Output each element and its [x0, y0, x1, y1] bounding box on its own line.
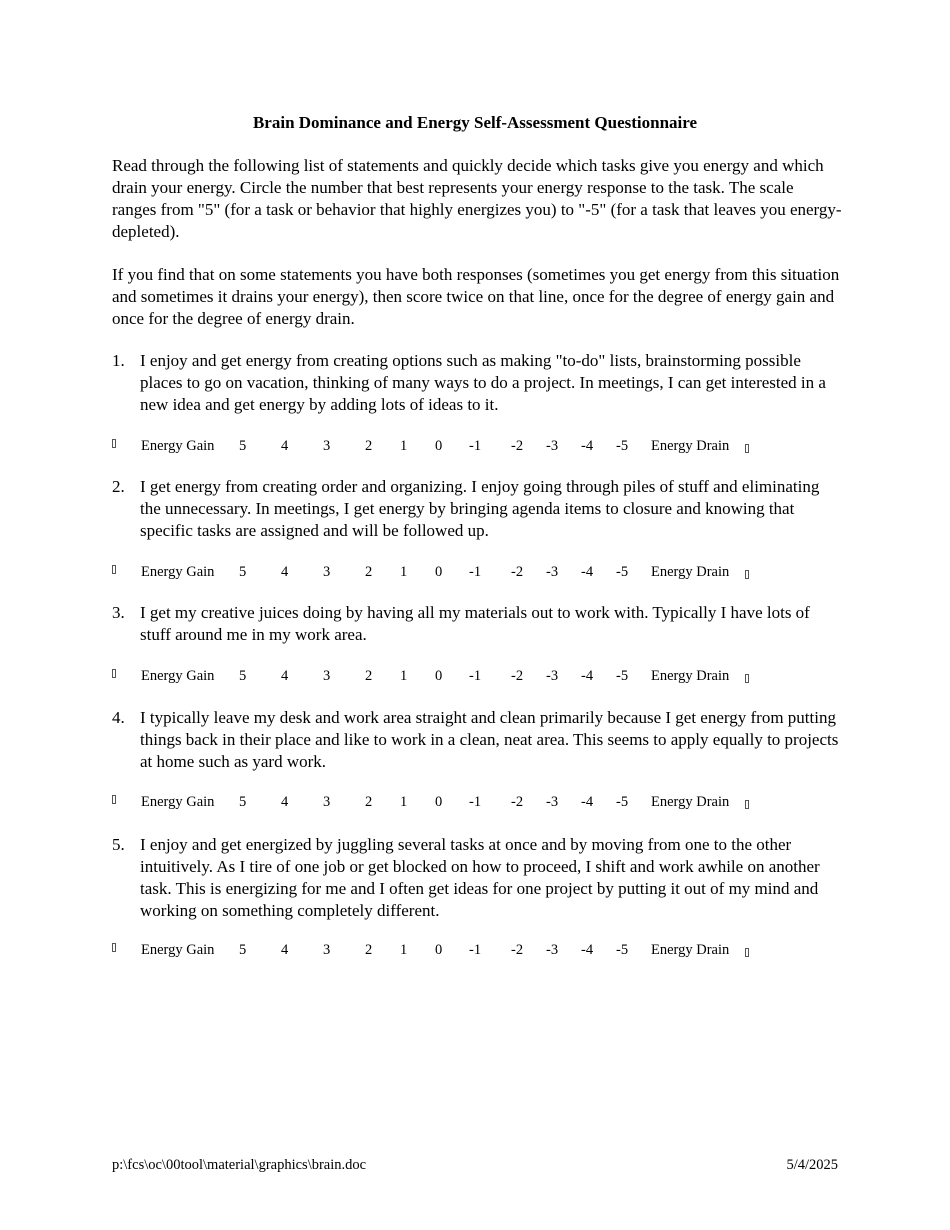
scale-value[interactable]: -5	[616, 668, 629, 684]
footer-date: 5/4/2025	[786, 1157, 838, 1173]
energy-gain-label: Energy Gain	[141, 668, 215, 684]
scale-value[interactable]: 1	[400, 794, 408, 810]
scale-value[interactable]: -5	[616, 942, 629, 958]
scale-value[interactable]: -5	[616, 438, 629, 454]
scale-value[interactable]: -2	[511, 794, 524, 810]
scale-value[interactable]: 5	[239, 564, 247, 580]
question-number: 5.	[112, 835, 125, 854]
question-text: I get energy from creating order and organizing. I enjoy going through piles of stuff and eliminating the unnecessary. In meetings, I get energy by bringing agenda items to closure and knowing that specific tasks are assigned and will be followed up.	[140, 477, 820, 540]
scale-value[interactable]: -1	[469, 564, 482, 580]
instructions-paragraph: If you find that on some statements you have both responses (sometimes you get energy from this situation and sometimes it drains your energy), then score twice on that line, once for the degree of energy gain and once for the degree of energy drain.	[112, 265, 840, 328]
energy-gain-label: Energy Gain	[141, 942, 215, 958]
energy-drain-label: Energy Drain	[651, 794, 730, 810]
scale-value[interactable]: 5	[239, 794, 247, 810]
scale-value[interactable]: -5	[616, 564, 629, 580]
scale-value[interactable]: 4	[281, 668, 289, 684]
intro-paragraph: Read through the following list of statements and quickly decide which tasks give you energy and which drain your energy. Circle the number that best represents your energy response to the task. The scale ranges from "5" (for a task or behavior that highly energizes you) to "-5" (for a task that leaves you energy-depleted).	[112, 156, 842, 241]
question-number: 3.	[112, 603, 125, 622]
scale-value[interactable]: -3	[546, 794, 559, 810]
scale-value[interactable]: -4	[581, 942, 594, 958]
scale-value[interactable]: -2	[511, 942, 524, 958]
page-title: Brain Dominance and Energy Self-Assessment Questionnaire	[252, 113, 698, 132]
question-number: 2.	[112, 477, 125, 496]
scale-value[interactable]: -3	[546, 942, 559, 958]
scale-value[interactable]: 1	[400, 438, 408, 454]
energy-scale-4	[112, 794, 812, 814]
footer-file-path: p:\fcs\oc\00tool\material\graphics\brain.doc	[112, 1157, 367, 1173]
right-box-icon	[745, 441, 749, 458]
left-box-icon	[112, 940, 116, 957]
scale-value[interactable]: 2	[365, 794, 373, 810]
energy-drain-label: Energy Drain	[651, 438, 730, 454]
energy-gain-label: Energy Gain	[141, 794, 215, 810]
question-text: I typically leave my desk and work area straight and clean primarily because I get energy from putting things back in their place and like to work in a clean, neat area. This seems to apply equally to projects at home such as yard work.	[140, 708, 839, 771]
scale-value[interactable]: 3	[323, 668, 331, 684]
scale-value[interactable]: -1	[469, 438, 482, 454]
left-box-icon	[112, 792, 116, 809]
question-4	[112, 707, 842, 773]
scale-value[interactable]: 0	[435, 438, 443, 454]
energy-scale-2	[112, 564, 812, 584]
energy-gain-label: Energy Gain	[141, 438, 215, 454]
scale-value[interactable]: -4	[581, 438, 594, 454]
scale-value[interactable]: 0	[435, 942, 443, 958]
scale-value[interactable]: -4	[581, 564, 594, 580]
energy-gain-label: Energy Gain	[141, 564, 215, 580]
scale-value[interactable]: -1	[469, 942, 482, 958]
energy-drain-label: Energy Drain	[651, 668, 730, 684]
question-number: 4.	[112, 708, 125, 727]
scale-value[interactable]: 5	[239, 942, 247, 958]
right-box-icon	[745, 671, 749, 688]
question-3	[112, 602, 842, 646]
scale-value[interactable]: -4	[581, 668, 594, 684]
energy-drain-label: Energy Drain	[651, 942, 730, 958]
energy-scale-3	[112, 668, 812, 688]
scale-value[interactable]: 0	[435, 668, 443, 684]
scale-value[interactable]: 4	[281, 794, 289, 810]
question-5	[112, 834, 842, 922]
scale-value[interactable]: 4	[281, 438, 289, 454]
scale-value[interactable]: -3	[546, 668, 559, 684]
right-box-icon	[745, 797, 749, 814]
question-number: 1.	[112, 351, 125, 370]
energy-scale-5	[112, 942, 812, 962]
right-box-icon	[745, 945, 749, 962]
scale-value[interactable]: 3	[323, 794, 331, 810]
energy-scale-1	[112, 438, 812, 458]
scale-value[interactable]: 2	[365, 564, 373, 580]
energy-drain-label: Energy Drain	[651, 564, 730, 580]
question-text: I enjoy and get energized by juggling several tasks at once and by moving from one to the other intuitively. As I tire of one job or get blocked on how to proceed, I shift and work awhile on another task. This is energizing for me and I often get ideas for one project by putting it out of my mind and working on something completely different.	[140, 835, 820, 920]
scale-value[interactable]: 0	[435, 564, 443, 580]
scale-value[interactable]: 3	[323, 942, 331, 958]
scale-value[interactable]: 2	[365, 668, 373, 684]
scale-value[interactable]: 1	[400, 564, 408, 580]
scale-value[interactable]: 3	[323, 564, 331, 580]
scale-value[interactable]: 5	[239, 668, 247, 684]
question-text: I get my creative juices doing by having all my materials out to work with. Typically I have lots of stuff around me in my work area.	[140, 603, 810, 644]
question-1	[112, 350, 842, 416]
scale-value[interactable]: -1	[469, 668, 482, 684]
scale-value[interactable]: -5	[616, 794, 629, 810]
scale-value[interactable]: -2	[511, 564, 524, 580]
scale-value[interactable]: 1	[400, 668, 408, 684]
left-box-icon	[112, 436, 116, 453]
scale-value[interactable]: -3	[546, 438, 559, 454]
question-2	[112, 476, 842, 542]
right-box-icon	[745, 567, 749, 584]
scale-value[interactable]: 0	[435, 794, 443, 810]
scale-value[interactable]: 4	[281, 564, 289, 580]
scale-value[interactable]: 4	[281, 942, 289, 958]
scale-value[interactable]: 5	[239, 438, 247, 454]
scale-value[interactable]: -3	[546, 564, 559, 580]
scale-value[interactable]: 2	[365, 942, 373, 958]
left-box-icon	[112, 562, 116, 579]
scale-value[interactable]: 2	[365, 438, 373, 454]
scale-value[interactable]: -1	[469, 794, 482, 810]
scale-value[interactable]: 1	[400, 942, 408, 958]
scale-value[interactable]: -2	[511, 668, 524, 684]
scale-value[interactable]: -4	[581, 794, 594, 810]
left-box-icon	[112, 666, 116, 683]
scale-value[interactable]: 3	[323, 438, 331, 454]
question-text: I enjoy and get energy from creating options such as making "to-do" lists, brainstorming possible places to go on vacation, thinking of many ways to do a project. In meetings, I can get interested in a new idea and get energy by adding lots of ideas to it.	[140, 351, 826, 414]
scale-value[interactable]: -2	[511, 438, 524, 454]
